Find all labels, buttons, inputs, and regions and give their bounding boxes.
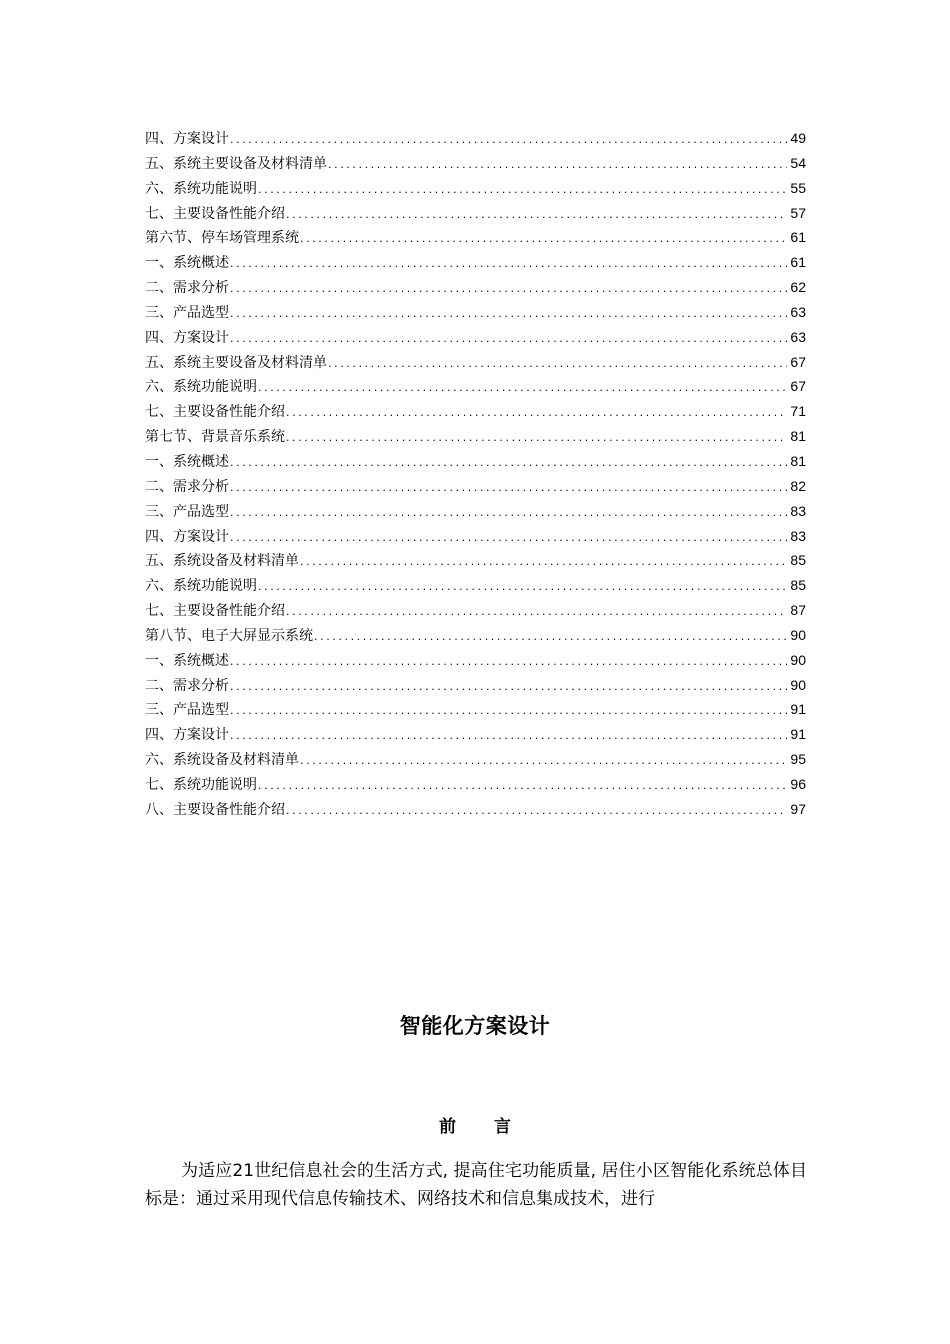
toc-entry-title: 一、系统概述: [145, 255, 229, 272]
toc-entry-page-number: 57: [790, 204, 806, 221]
toc-entry-title: 七、主要设备性能介绍: [145, 205, 285, 222]
toc-dot-leader: [300, 550, 787, 575]
toc-dot-leader: [230, 476, 787, 501]
toc-entry-title: 三、产品选型: [145, 304, 229, 321]
toc-entry[interactable]: [145, 325, 806, 350]
toc-entry-title: 第八节、电子大屏显示系统: [145, 627, 313, 644]
toc-entry-title: 五、系统主要设备及材料清单: [145, 155, 327, 172]
toc-entry-title: 七、系统功能说明: [145, 776, 257, 793]
table-of-contents: [145, 126, 806, 822]
toc-entry-page-number: 61: [790, 229, 806, 246]
toc-entry[interactable]: [145, 772, 806, 797]
section-heading-preface: [0, 1112, 950, 1137]
toc-dot-leader: [230, 526, 787, 551]
toc-entry[interactable]: [145, 176, 806, 201]
toc-dot-leader: [286, 401, 787, 426]
toc-entry-title: 五、系统主要设备及材料清单: [145, 354, 327, 371]
toc-dot-leader: [286, 426, 787, 451]
toc-dot-leader: [328, 153, 787, 178]
toc-entry-title: 第七节、背景音乐系统: [145, 429, 285, 446]
toc-entry-page-number: 97: [790, 800, 806, 817]
toc-dot-leader: [230, 724, 787, 749]
toc-entry[interactable]: [145, 151, 806, 176]
toc-entry-title: 六、系统设备及材料清单: [145, 752, 299, 769]
toc-entry[interactable]: [145, 722, 806, 747]
toc-dot-leader: [230, 675, 787, 700]
toc-entry-page-number: 67: [790, 378, 806, 395]
toc-entry-page-number: 91: [790, 726, 806, 743]
toc-entry[interactable]: [145, 524, 806, 549]
toc-entry-title: 六、系统功能说明: [145, 578, 257, 595]
section-heading-char-2: 言: [494, 1117, 511, 1137]
toc-entry-title: 四、方案设计: [145, 329, 229, 346]
toc-entry[interactable]: [145, 225, 806, 250]
toc-entry-page-number: 67: [790, 353, 806, 370]
toc-entry-page-number: 90: [790, 651, 806, 668]
toc-entry-title: 二、需求分析: [145, 677, 229, 694]
toc-dot-leader: [230, 327, 787, 352]
toc-entry[interactable]: [145, 548, 806, 573]
toc-entry-title: 四、方案设计: [145, 528, 229, 545]
toc-entry[interactable]: [145, 399, 806, 424]
toc-entry-page-number: 83: [790, 527, 806, 544]
toc-entry-page-number: 49: [790, 130, 806, 146]
toc-dot-leader: [258, 774, 787, 799]
toc-dot-leader: [230, 302, 787, 327]
toc-dot-leader: [300, 227, 787, 252]
toc-entry-page-number: 96: [790, 775, 806, 792]
toc-entry[interactable]: [145, 499, 806, 524]
toc-entry-title: 三、产品选型: [145, 503, 229, 520]
toc-dot-leader: [286, 600, 787, 625]
toc-entry-title: 三、产品选型: [145, 702, 229, 719]
toc-entry-page-number: 85: [790, 552, 806, 569]
toc-entry-page-number: 82: [790, 477, 806, 494]
toc-entry-title: 六、系统功能说明: [145, 379, 257, 396]
toc-entry-title: 一、系统概述: [145, 453, 229, 470]
toc-dot-leader: [328, 352, 787, 377]
toc-entry-title: 二、需求分析: [145, 478, 229, 495]
toc-entry[interactable]: [145, 673, 806, 698]
toc-dot-leader: [230, 451, 787, 476]
toc-entry[interactable]: [145, 598, 806, 623]
toc-entry-page-number: 61: [790, 254, 806, 271]
toc-entry[interactable]: [145, 250, 806, 275]
toc-entry[interactable]: [145, 573, 806, 598]
toc-dot-leader: [230, 252, 787, 277]
toc-entry[interactable]: [145, 374, 806, 399]
toc-dot-leader: [230, 501, 787, 526]
intro-paragraph: 为适应21世纪信息社会的生活方式, 提高住宅功能质量, 居住小区智能化系统总体目标是：通过采用现代信息传输技术、网络技术和信息集成技术，进行: [145, 1161, 807, 1209]
toc-entry-page-number: 81: [790, 428, 806, 445]
toc-entry-page-number: 54: [790, 154, 806, 171]
toc-entry-title: 二、需求分析: [145, 280, 229, 297]
toc-entry[interactable]: [145, 350, 806, 375]
section-heading-char-1: 前: [439, 1117, 456, 1137]
toc-entry-page-number: 81: [790, 452, 806, 469]
toc-dot-leader: [230, 699, 787, 724]
toc-entry-page-number: 63: [790, 328, 806, 345]
toc-entry-title: 七、主要设备性能介绍: [145, 603, 285, 620]
toc-entry-page-number: 90: [790, 676, 806, 693]
toc-dot-leader: [258, 575, 787, 600]
toc-entry-title: 八、主要设备性能介绍: [145, 801, 285, 818]
toc-entry-page-number: 55: [790, 179, 806, 196]
toc-entry[interactable]: [145, 275, 806, 300]
toc-entry-page-number: 71: [790, 403, 806, 420]
toc-dot-leader: [300, 749, 787, 774]
toc-dot-leader: [258, 178, 787, 203]
toc-entry-page-number: 85: [790, 577, 806, 594]
toc-entry-page-number: 62: [790, 279, 806, 296]
toc-entry-title: 一、系统概述: [145, 652, 229, 669]
toc-entry[interactable]: [145, 623, 806, 648]
toc-entry[interactable]: [145, 747, 806, 772]
toc-dot-leader: [314, 625, 787, 650]
toc-entry-title: 四、方案设计: [145, 727, 229, 744]
toc-entry[interactable]: [145, 697, 806, 722]
toc-entry-page-number: 91: [790, 701, 806, 718]
toc-dot-leader: [230, 128, 787, 153]
toc-entry-page-number: 95: [790, 751, 806, 768]
toc-entry[interactable]: [145, 300, 806, 325]
toc-entry-page-number: 87: [790, 602, 806, 619]
document-title: 智能化方案设计: [399, 1014, 551, 1038]
toc-entry-title: 六、系统功能说明: [145, 180, 257, 197]
toc-entry-title: 四、方案设计: [145, 131, 229, 147]
toc-dot-leader: [286, 799, 787, 824]
toc-entry-page-number: 63: [790, 303, 806, 320]
toc-entry[interactable]: [145, 797, 806, 822]
toc-entry[interactable]: [145, 449, 806, 474]
toc-entry[interactable]: [145, 201, 806, 226]
toc-dot-leader: [258, 376, 787, 401]
toc-entry-page-number: 83: [790, 502, 806, 519]
toc-entry-title: 第六节、停车场管理系统: [145, 230, 299, 247]
toc-entry-title: 五、系统设备及材料清单: [145, 553, 299, 570]
toc-entry[interactable]: [145, 648, 806, 673]
toc-entry-title: 七、主要设备性能介绍: [145, 404, 285, 421]
toc-dot-leader: [286, 203, 787, 228]
toc-entry[interactable]: [145, 126, 806, 151]
toc-entry[interactable]: [145, 424, 806, 449]
toc-entry[interactable]: [145, 474, 806, 499]
toc-entry-page-number: 90: [790, 626, 806, 643]
toc-dot-leader: [230, 650, 787, 675]
toc-dot-leader: [230, 277, 787, 302]
